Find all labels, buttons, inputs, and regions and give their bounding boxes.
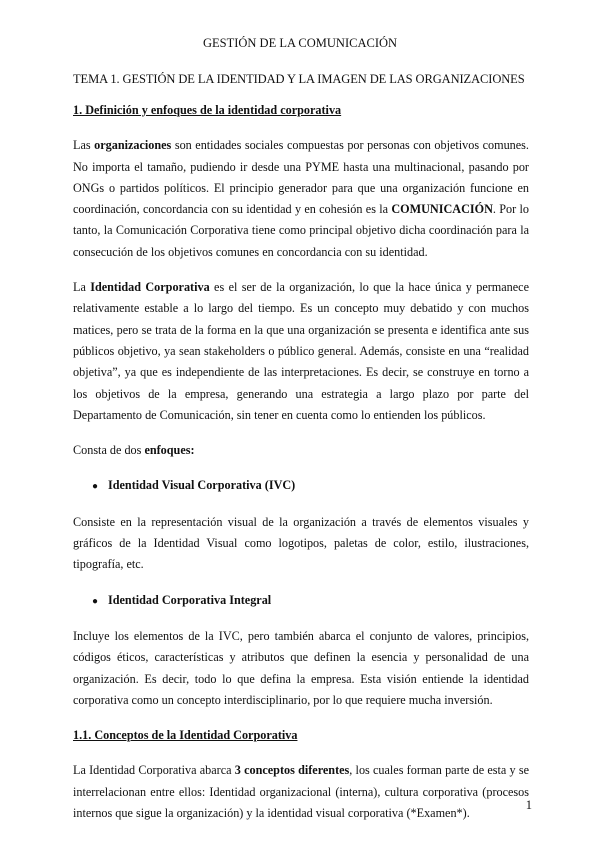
bullet-label: Identidad Corporativa Integral (108, 592, 272, 607)
text-run: Consta de dos (73, 443, 145, 458)
bold-term: Identidad Corporativa (90, 280, 210, 295)
bullet-integral (73, 590, 529, 612)
text-run: , los cuales forman parte de esta y se interrelacionan entre ellos: Identidad organizacional (interna), cultura corporativa (procesos internos que sigue la organización) y la identidad visual corporativa (*Examen*). (73, 763, 530, 821)
bullet-icon: ● (92, 481, 99, 493)
document-body (73, 100, 529, 824)
text-run: Las (73, 138, 95, 153)
bullet-ivc (73, 475, 529, 497)
text-run: . Por lo tanto, la Comunicación Corporativa tiene como principal objetivo dicha coordinación para la consecución de los objetivos comunes en concordancia con su identidad. (73, 202, 529, 259)
text-run: La Identidad Corporativa abarca (73, 763, 235, 778)
section-heading-1: 1. Definición y enfoques de la identidad corporativa (73, 103, 342, 117)
page-number: 1 (525, 798, 532, 812)
text-run: son entidades sociales compuestas por personas con objetivos comunes. No importa el tamaño, pudiendo ir desde una PYME hasta una multinacional, pasando por ONGs o partidos políticos. El principio generador para que una organización funcione en coordinación, concordancia con su identidad y en cohesión es la (73, 138, 529, 217)
document-header: GESTIÓN DE LA COMUNICACIÓN (202, 36, 398, 50)
bullet-icon: ● (92, 595, 99, 607)
bold-term: 3 conceptos diferentes (234, 763, 350, 778)
bold-term: enfoques: (144, 443, 195, 458)
topic-title: TEMA 1. GESTIÓN DE LA IDENTIDAD Y LA IMAGEN DE LAS ORGANIZACIONES (73, 72, 525, 86)
bullet-label: Identidad Visual Corporativa (IVC) (108, 478, 296, 493)
section-heading-1-1: 1.1. Conceptos de la Identidad Corporativa (73, 728, 298, 743)
paragraph-enfoques (73, 440, 529, 461)
paragraph-integral: Incluye los elementos de la IVC, pero también abarca el conjunto de valores, principios, códigos éticos, características y atributos que definen la esencia y personalidad de una organización. Es decir, todo lo que defina la empresa. Esta visión entiende la identidad corporativa como un concepto interdisciplinario, por lo que requiere mucha inversión. (73, 628, 529, 707)
text-run: La (73, 280, 91, 295)
bold-term: organizaciones (94, 138, 172, 153)
paragraph-ivc: Consiste en la representación visual de la organización a través de elementos visuales y gráficos de la Identidad Visual como logotipos, paletas de color, estilo, ilustraciones, tipografía, etc. (73, 514, 529, 572)
paragraph-organizaciones (73, 135, 529, 263)
paragraph-conceptos (73, 760, 529, 824)
paragraph-identidad-corporativa (73, 277, 529, 426)
bold-term: COMUNICACIÓN (391, 202, 493, 217)
text-run: es el ser de la organización, lo que la hace única y permanece relativamente estable a lo largo del tiempo. Es un concepto muy debatido y con muchos matices, pero se trata de la forma en la que una organización se presenta e identifica ante sus públicos objetivo, ya sean stakeholders o público general. Además, consiste en una “realidad objetiva”, ya que es independiente de las interpretaciones. Es decir, se construye en torno a los objetivos de la empresa, generando una estrategia a largo plazo por parte del Departamento de Comunicación, sin tener en cuenta como lo entienden los públicos. (73, 280, 529, 422)
